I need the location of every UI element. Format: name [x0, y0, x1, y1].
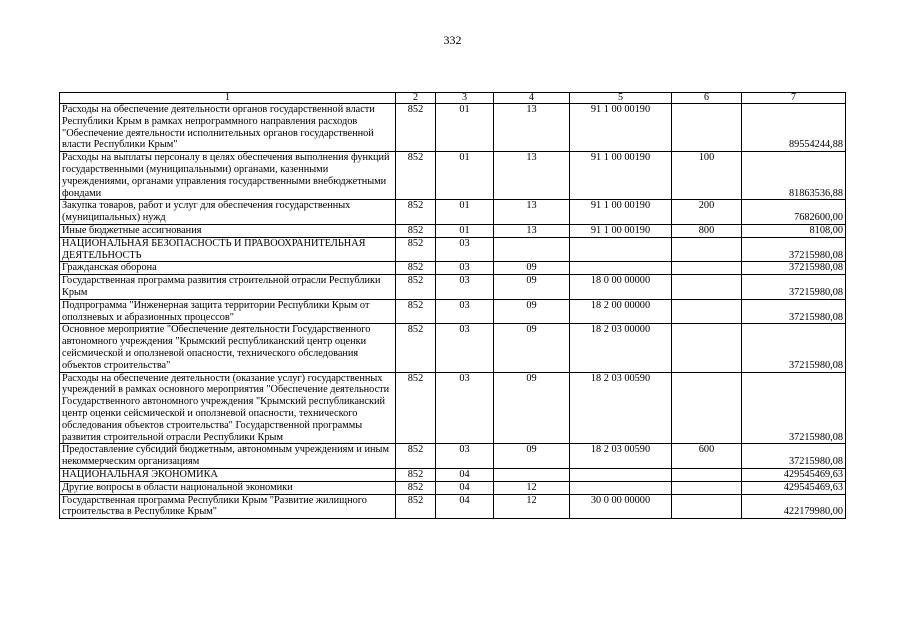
header-row [60, 93, 846, 104]
column-3-cell: 03 [436, 237, 494, 262]
amount-cell: 422179980,00 [742, 494, 846, 519]
table-row [60, 200, 846, 225]
column-5-cell: 18 2 03 00000 [570, 324, 672, 372]
amount-cell: 37215980,08 [742, 275, 846, 300]
column-6-cell: 100 [672, 152, 742, 200]
amount-cell: 37215980,08 [742, 444, 846, 469]
column-4-cell [494, 237, 570, 262]
row-name: Государственная программа развития строительной отрасли Республики Крым [60, 275, 396, 300]
column-6-cell [672, 275, 742, 300]
column-2-cell: 852 [396, 481, 436, 494]
column-4-cell: 13 [494, 200, 570, 225]
column-4-cell: 12 [494, 494, 570, 519]
row-name: Иные бюджетные ассигнования [60, 224, 396, 237]
column-4-cell: 09 [494, 444, 570, 469]
column-5-cell: 18 2 00 00000 [570, 299, 672, 324]
column-5-cell: 91 1 00 00190 [570, 152, 672, 200]
column-4-cell: 13 [494, 104, 570, 152]
column-6-cell [672, 324, 742, 372]
table-row [60, 275, 846, 300]
column-5-cell [570, 237, 672, 262]
amount-cell: 37215980,08 [742, 299, 846, 324]
column-4-cell: 13 [494, 152, 570, 200]
column-3-cell: 01 [436, 200, 494, 225]
column-3-cell: 03 [436, 444, 494, 469]
column-5-cell: 18 2 03 00590 [570, 372, 672, 444]
column-2-cell: 852 [396, 224, 436, 237]
column-header-6: 6 [672, 93, 742, 104]
column-4-cell: 09 [494, 275, 570, 300]
amount-cell: 81863536,88 [742, 152, 846, 200]
column-header-5: 5 [570, 93, 672, 104]
column-4-cell: 12 [494, 481, 570, 494]
column-3-cell: 01 [436, 224, 494, 237]
column-2-cell: 852 [396, 200, 436, 225]
column-6-cell [672, 468, 742, 481]
column-6-cell: 200 [672, 200, 742, 225]
table-row [60, 104, 846, 152]
page-number: 332 [443, 33, 462, 47]
column-3-cell: 03 [436, 275, 494, 300]
column-6-cell [672, 237, 742, 262]
amount-cell: 8108,00 [742, 224, 846, 237]
row-name: Предоставление субсидий бюджетным, автономным учреждениям и иным некоммерческим организациям [60, 444, 396, 469]
column-6-cell [672, 481, 742, 494]
column-4-cell: 09 [494, 299, 570, 324]
table-row [60, 262, 846, 275]
amount-cell: 89554244,88 [742, 104, 846, 152]
row-name: НАЦИОНАЛЬНАЯ БЕЗОПАСНОСТЬ И ПРАВООХРАНИТЕЛЬНАЯ ДЕЯТЕЛЬНОСТЬ [60, 237, 396, 262]
column-5-cell: 91 1 00 00190 [570, 104, 672, 152]
column-3-cell: 01 [436, 152, 494, 200]
table-row [60, 494, 846, 519]
column-6-cell [672, 372, 742, 444]
row-name: Основное мероприятие "Обеспечение деятельности Государственного автономного учреждения "Крымский республиканский центр оценки сейсмической и оползневой опасности, технического обследования объектов строительства" [60, 324, 396, 372]
table-row [60, 324, 846, 372]
amount-cell: 7682600,00 [742, 200, 846, 225]
amount-cell: 37215980,08 [742, 262, 846, 275]
row-name: Другие вопросы в области национальной экономики [60, 481, 396, 494]
column-5-cell [570, 468, 672, 481]
column-header-2: 2 [396, 93, 436, 104]
column-3-cell: 04 [436, 494, 494, 519]
column-3-cell: 03 [436, 372, 494, 444]
column-2-cell: 852 [396, 494, 436, 519]
row-name: Закупка товаров, работ и услуг для обеспечения государственных (муниципальных) нужд [60, 200, 396, 225]
row-name: Расходы на обеспечение деятельности органов государственной власти Республики Крым в рамках непрограммного направления расходов "Обеспечение деятельности исполнительных органов государственной власти Республики Крым" [60, 104, 396, 152]
column-2-cell: 852 [396, 324, 436, 372]
column-6-cell: 800 [672, 224, 742, 237]
amount-cell: 429545469,63 [742, 468, 846, 481]
row-name: Подпрограмма "Инженерная защита территории Республики Крым от оползневых и абразионных процессов" [60, 299, 396, 324]
column-3-cell: 04 [436, 481, 494, 494]
column-header-4: 4 [494, 93, 570, 104]
column-5-cell: 91 1 00 00190 [570, 200, 672, 225]
column-3-cell: 03 [436, 262, 494, 275]
column-2-cell: 852 [396, 299, 436, 324]
column-2-cell: 852 [396, 444, 436, 469]
column-2-cell: 852 [396, 468, 436, 481]
column-5-cell: 18 2 03 00590 [570, 444, 672, 469]
amount-cell: 37215980,08 [742, 324, 846, 372]
table-row [60, 444, 846, 469]
table-row [60, 152, 846, 200]
column-6-cell: 600 [672, 444, 742, 469]
column-header-7: 7 [742, 93, 846, 104]
column-4-cell [494, 468, 570, 481]
table-row [60, 237, 846, 262]
column-4-cell: 09 [494, 324, 570, 372]
table-row [60, 299, 846, 324]
column-6-cell [672, 262, 742, 275]
table-row [60, 372, 846, 444]
column-header-3: 3 [436, 93, 494, 104]
column-4-cell: 13 [494, 224, 570, 237]
column-4-cell: 09 [494, 262, 570, 275]
column-2-cell: 852 [396, 262, 436, 275]
amount-cell: 37215980,08 [742, 237, 846, 262]
table-row [60, 468, 846, 481]
column-5-cell: 18 0 00 00000 [570, 275, 672, 300]
column-2-cell: 852 [396, 104, 436, 152]
column-2-cell: 852 [396, 152, 436, 200]
column-header-1: 1 [60, 93, 396, 104]
column-2-cell: 852 [396, 275, 436, 300]
column-3-cell: 04 [436, 468, 494, 481]
column-6-cell [672, 299, 742, 324]
table-row [60, 224, 846, 237]
column-5-cell: 30 0 00 00000 [570, 494, 672, 519]
column-2-cell: 852 [396, 237, 436, 262]
row-name: НАЦИОНАЛЬНАЯ ЭКОНОМИКА [60, 468, 396, 481]
column-5-cell: 91 1 00 00190 [570, 224, 672, 237]
amount-cell: 37215980,08 [742, 372, 846, 444]
column-3-cell: 03 [436, 324, 494, 372]
column-5-cell [570, 481, 672, 494]
row-name: Государственная программа Республики Крым "Развитие жилищного строительства в Республике Крым" [60, 494, 396, 519]
column-3-cell: 01 [436, 104, 494, 152]
column-5-cell [570, 262, 672, 275]
column-6-cell [672, 104, 742, 152]
column-3-cell: 03 [436, 299, 494, 324]
column-6-cell [672, 494, 742, 519]
row-name: Гражданская оборона [60, 262, 396, 275]
amount-cell: 429545469,63 [742, 481, 846, 494]
row-name: Расходы на обеспечение деятельности (оказание услуг) государственных учреждений в рамках основного мероприятия "Обеспечение деятельности Государственного автономного учреждения "Крымский республиканский центр оценки сейсмической и оползневой опасности, технического обследования объектов строительства" Государственной программы развития строительной отрасли Республики Крым [60, 372, 396, 444]
column-2-cell: 852 [396, 372, 436, 444]
budget-table [59, 92, 846, 519]
table-row [60, 481, 846, 494]
row-name: Расходы на выплаты персоналу в целях обеспечения выполнения функций государственными (муниципальными) органами, казенными учреждениями, органами управления государственными внебюджетными фондами [60, 152, 396, 200]
column-4-cell: 09 [494, 372, 570, 444]
